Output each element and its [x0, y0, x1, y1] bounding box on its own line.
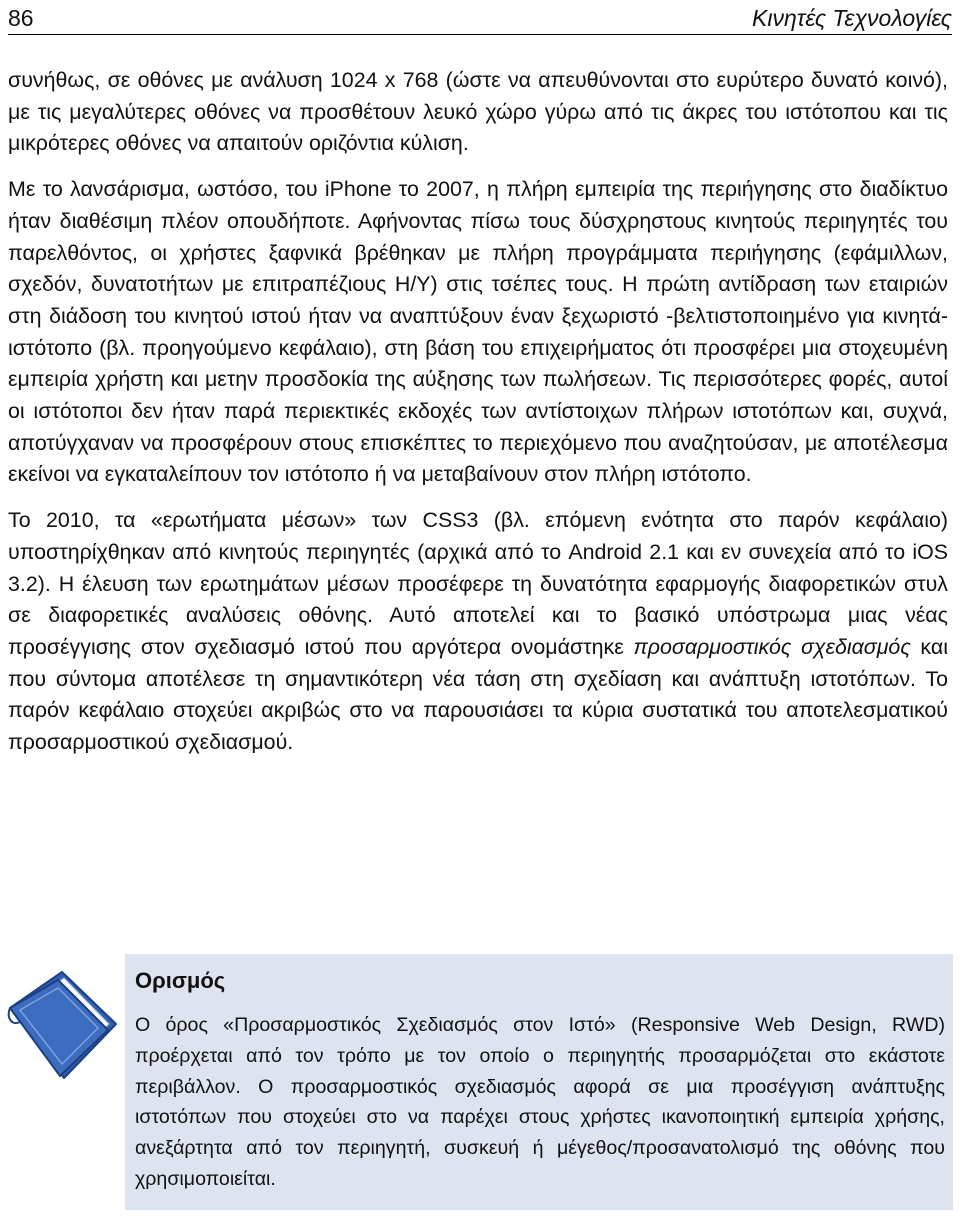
responsive-design-term: προσαρμοστικός σχεδιασμός	[633, 634, 911, 659]
paragraph-1: συνήθως, σε οθόνες με ανάλυση 1024 x 768 (ώστε να απευθύνονται στο ευρύτερο δυνατό κοινό), με τις μεγαλύτερες οθόνες να προσθέτουν λευκό χώρο γύρω από τις άκρες του ιστότοπου και τις μικρότερες οθόνες να απαιτούν οριζόντια κύλιση.	[8, 68, 948, 156]
page-number: 86	[8, 5, 34, 31]
book-icon	[6, 966, 120, 1084]
paragraph-3-text-start: Το 2010, τα «ερωτήματα μέσων» των CSS3 (βλ. επόμενη ενότητα στο παρόν κεφάλαιο) υποστηρίχθηκαν από κινητούς περιηγητές (αρχικά από το Android 2.1 και εν συνεχεία από το iOS 3.2). Η έλευση των ερωτημάτων μέσων προσέφερε τη δυνατότητα εφαρμογής διαφορετικών στυλ σε διαφορετικές αναλύσεις οθόνης. Αυτό αποτελεί και το βασικό υπόστρωμα μιας νέας προσέγγισης στον σχεδιασμό ιστού που αργότερα ονομάστηκε	[8, 508, 948, 659]
page-header	[8, 0, 952, 35]
definition-box	[125, 954, 953, 1210]
paragraph-3-text-end: και που σύντομα αποτέλεσε τη σημαντικότερη νέα τάση στη σχεδίαση και ανάπτυξη ιστοτόπων. Το παρόν κεφάλαιο στοχεύει ακριβώς στο να παρουσιάσει τα κύρια συστατικά του αποτελεσματικού προσαρμοστικού σχεδιασμού.	[8, 634, 948, 755]
paragraph-3	[8, 505, 948, 759]
definition-text: Ο όρος «Προσαρμοστικός Σχεδιασμός στον Ιστό» (Responsive Web Design, RWD) προέρχεται από τον τρόπο με τον οποίο ο περιηγητής προσαρμόζεται στο εκάστοτε περιβάλλον. Ο προσαρμοστικός σχεδιασμός αφορά σε μια προσέγγιση ανάπτυξης ιστοτόπων που στοχεύει στο να παρέχει στους χρήστες ικανοποιητική εμπειρία χρήσης, ανεξάρτητα από τον περιηγητή, συσκευή ή μέγεθος/προσανατολισμό της οθόνης που χρησιμοποιείται.	[135, 1014, 945, 1190]
running-title: Κινητές Τεχνολογίες	[752, 5, 952, 31]
definition-title: Ορισμός	[135, 968, 226, 993]
paragraph-2: Με το λανσάρισμα, ωστόσο, του iPhone το 2007, η πλήρη εμπειρία της περιήγησης στο διαδίκτυο ήταν διαθέσιμη πλέον οπουδήποτε. Αφήνοντας πίσω τους δύσχρηστους κινητούς περιηγητές του παρελθόντος, οι χρήστες ξαφνικά βρέθηκαν με πλήρη προγράμματα περιήγησης (εφάμιλλων, σχεδόν, δυνατοτήτων με επιτραπέζιους Η/Υ) στις τσέπες τους. Η πρώτη αντίδραση των εταιριών στη διάδοση του κινητού ιστού ήταν να αναπτύξουν έναν ξεχωριστό -βελτιστοποιημένο για κινητά- ιστότοπο (βλ. προηγούμενο κεφάλαιο), στη βάση του επιχειρήματος ότι προσφέρει μια στοχευμένη εμπειρία χρήστη και μετην προσδοκία της αύξησης των πωλήσεων. Τις περισσότερες φορές, αυτοί οι ιστότοποι δεν ήταν παρά περιεκτικές εκδοχές των αντίστοιχων πλήρων ιστοτόπων και, συχνά, αποτύγχαναν να προσφέρουν στους επισκέπτες το περιεχόμενο που αναζητούσαν, με αποτέλεσμα εκείνοι να εγκαταλείπουν τον ιστότοπο ή να μεταβαίνουν στον πλήρη ιστότοπο.	[8, 177, 948, 487]
body-text	[8, 65, 948, 759]
